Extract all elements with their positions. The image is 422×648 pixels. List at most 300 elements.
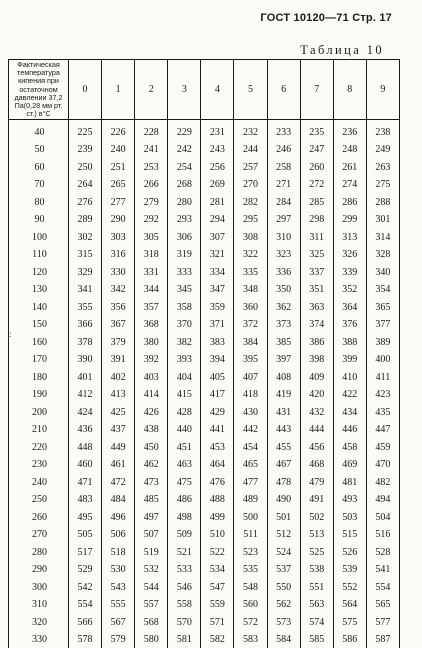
table-row: [9, 211, 400, 229]
value-cell: 362: [267, 298, 300, 316]
value-cell: 572: [234, 613, 267, 631]
temperature-cell: 320: [9, 613, 69, 631]
temperature-cell: 200: [9, 403, 69, 421]
temperature-cell: 250: [9, 491, 69, 509]
value-cell: 370: [168, 316, 201, 334]
value-cell: 410: [333, 368, 366, 386]
value-cell: 394: [201, 351, 234, 369]
table-row: [9, 176, 400, 194]
table-row: [9, 316, 400, 334]
value-cell: 429: [201, 403, 234, 421]
value-cell: 490: [267, 491, 300, 509]
value-cell: 523: [234, 543, 267, 561]
value-cell: 286: [333, 193, 366, 211]
temperature-column-header: Фактическая температура кипения при остаточном давлении 37,2 Па(0,28 мм рт. ст.) в°С: [9, 60, 69, 120]
value-cell: 506: [102, 526, 135, 544]
value-cell: 306: [168, 228, 201, 246]
value-cell: 585: [300, 631, 333, 648]
page-header: ГОСТ 10120—71 Стр. 17: [260, 12, 392, 24]
value-cell: 546: [168, 578, 201, 596]
value-cell: 371: [201, 316, 234, 334]
temperature-cell: 180: [9, 368, 69, 386]
value-cell: 335: [234, 263, 267, 281]
table-row: [9, 281, 400, 299]
value-cell: 524: [267, 543, 300, 561]
value-cell: 347: [201, 281, 234, 299]
value-cell: 344: [135, 281, 168, 299]
value-cell: 355: [69, 298, 102, 316]
value-cell: 503: [333, 508, 366, 526]
value-cell: 392: [135, 351, 168, 369]
value-cell: 239: [69, 141, 102, 159]
value-cell: 233: [267, 120, 300, 141]
value-cell: 395: [234, 351, 267, 369]
temperature-cell: 220: [9, 438, 69, 456]
value-cell: 530: [102, 561, 135, 579]
value-cell: 382: [168, 333, 201, 351]
value-cell: 511: [234, 526, 267, 544]
temperature-cell: 290: [9, 561, 69, 579]
value-cell: 315: [69, 246, 102, 264]
value-cell: 240: [102, 141, 135, 159]
value-cell: 481: [333, 473, 366, 491]
value-cell: 423: [366, 386, 399, 404]
value-cell: 440: [168, 421, 201, 439]
value-cell: 437: [102, 421, 135, 439]
value-cell: 458: [333, 438, 366, 456]
value-cell: 544: [135, 578, 168, 596]
temperature-cell: 60: [9, 158, 69, 176]
value-cell: 319: [168, 246, 201, 264]
value-cell: 560: [234, 596, 267, 614]
value-cell: 325: [300, 246, 333, 264]
value-cell: 373: [267, 316, 300, 334]
value-cell: 449: [102, 438, 135, 456]
value-cell: 460: [69, 456, 102, 474]
digit-column-header: 6: [267, 60, 300, 120]
value-cell: 249: [366, 141, 399, 159]
value-cell: 411: [366, 368, 399, 386]
table-row: [9, 596, 400, 614]
value-cell: 571: [201, 613, 234, 631]
value-cell: 435: [366, 403, 399, 421]
value-cell: 542: [69, 578, 102, 596]
table-row: [9, 120, 400, 141]
value-cell: 509: [168, 526, 201, 544]
value-cell: 485: [135, 491, 168, 509]
value-cell: 479: [300, 473, 333, 491]
value-cell: 491: [300, 491, 333, 509]
temperature-cell: 310: [9, 596, 69, 614]
value-cell: 400: [366, 351, 399, 369]
value-cell: 299: [333, 211, 366, 229]
value-cell: 290: [102, 211, 135, 229]
value-cell: 500: [234, 508, 267, 526]
value-cell: 372: [234, 316, 267, 334]
value-cell: 236: [333, 120, 366, 141]
value-cell: 402: [102, 368, 135, 386]
value-cell: 430: [234, 403, 267, 421]
value-cell: 547: [201, 578, 234, 596]
value-cell: 554: [366, 578, 399, 596]
value-cell: 282: [234, 193, 267, 211]
value-cell: 562: [267, 596, 300, 614]
table-row: [9, 368, 400, 386]
value-cell: 293: [168, 211, 201, 229]
value-cell: 567: [102, 613, 135, 631]
value-cell: 311: [300, 228, 333, 246]
value-cell: 409: [300, 368, 333, 386]
digit-column-header: 4: [201, 60, 234, 120]
value-cell: 478: [267, 473, 300, 491]
value-cell: 516: [366, 526, 399, 544]
value-cell: 408: [267, 368, 300, 386]
value-cell: 461: [102, 456, 135, 474]
value-cell: 443: [267, 421, 300, 439]
value-cell: 582: [201, 631, 234, 648]
value-cell: 473: [135, 473, 168, 491]
value-cell: 261: [333, 158, 366, 176]
value-cell: 292: [135, 211, 168, 229]
value-cell: 377: [366, 316, 399, 334]
temperature-cell: 150: [9, 316, 69, 334]
value-cell: 419: [267, 386, 300, 404]
value-cell: 580: [135, 631, 168, 648]
value-cell: 456: [300, 438, 333, 456]
value-cell: 307: [201, 228, 234, 246]
margin-mark: :: [9, 329, 12, 339]
temperature-cell: 110: [9, 246, 69, 264]
value-cell: 294: [201, 211, 234, 229]
value-cell: 228: [135, 120, 168, 141]
table-row: [9, 508, 400, 526]
value-cell: 297: [267, 211, 300, 229]
value-cell: 331: [135, 263, 168, 281]
value-cell: 454: [234, 438, 267, 456]
temperature-cell: 90: [9, 211, 69, 229]
value-cell: 518: [102, 543, 135, 561]
value-cell: 463: [168, 456, 201, 474]
value-cell: 385: [267, 333, 300, 351]
value-cell: 337: [300, 263, 333, 281]
value-cell: 357: [135, 298, 168, 316]
value-cell: 573: [267, 613, 300, 631]
value-cell: 521: [168, 543, 201, 561]
value-cell: 310: [267, 228, 300, 246]
value-cell: 570: [168, 613, 201, 631]
value-cell: 528: [366, 543, 399, 561]
value-cell: 436: [69, 421, 102, 439]
value-cell: 368: [135, 316, 168, 334]
value-cell: 417: [201, 386, 234, 404]
value-cell: 374: [300, 316, 333, 334]
value-cell: 288: [366, 193, 399, 211]
value-cell: 442: [234, 421, 267, 439]
value-cell: 238: [366, 120, 399, 141]
temperature-cell: 240: [9, 473, 69, 491]
table-row: [9, 526, 400, 544]
value-cell: 418: [234, 386, 267, 404]
value-cell: 263: [366, 158, 399, 176]
value-cell: 376: [333, 316, 366, 334]
value-cell: 505: [69, 526, 102, 544]
value-cell: 284: [267, 193, 300, 211]
value-cell: 586: [333, 631, 366, 648]
value-cell: 551: [300, 578, 333, 596]
value-cell: 526: [333, 543, 366, 561]
value-cell: 351: [300, 281, 333, 299]
value-cell: 568: [135, 613, 168, 631]
value-cell: 565: [366, 596, 399, 614]
value-cell: 248: [333, 141, 366, 159]
value-cell: 229: [168, 120, 201, 141]
temperature-cell: 40: [9, 120, 69, 141]
value-cell: 305: [135, 228, 168, 246]
value-cell: 308: [234, 228, 267, 246]
value-cell: 389: [366, 333, 399, 351]
temperature-cell: 50: [9, 141, 69, 159]
value-cell: 522: [201, 543, 234, 561]
value-cell: 579: [102, 631, 135, 648]
value-cell: 564: [333, 596, 366, 614]
value-cell: 587: [366, 631, 399, 648]
value-cell: 529: [69, 561, 102, 579]
value-cell: 388: [333, 333, 366, 351]
value-cell: 558: [168, 596, 201, 614]
value-cell: 358: [168, 298, 201, 316]
table-row: [9, 421, 400, 439]
value-cell: 555: [102, 596, 135, 614]
table-row: [9, 491, 400, 509]
value-cell: 470: [366, 456, 399, 474]
value-cell: 559: [201, 596, 234, 614]
value-cell: 472: [102, 473, 135, 491]
value-cell: 391: [102, 351, 135, 369]
value-cell: 475: [168, 473, 201, 491]
value-cell: 251: [102, 158, 135, 176]
value-cell: 482: [366, 473, 399, 491]
value-cell: 407: [234, 368, 267, 386]
value-cell: 534: [201, 561, 234, 579]
value-cell: 434: [333, 403, 366, 421]
value-cell: 334: [201, 263, 234, 281]
value-cell: 266: [135, 176, 168, 194]
table-row: [9, 438, 400, 456]
value-cell: 499: [201, 508, 234, 526]
value-cell: 348: [234, 281, 267, 299]
temperature-table: [8, 59, 400, 648]
temperature-cell: 80: [9, 193, 69, 211]
value-cell: 253: [135, 158, 168, 176]
value-cell: 260: [300, 158, 333, 176]
value-cell: 486: [168, 491, 201, 509]
value-cell: 543: [102, 578, 135, 596]
digit-column-header: 1: [102, 60, 135, 120]
table-row: [9, 228, 400, 246]
value-cell: 258: [267, 158, 300, 176]
value-cell: 316: [102, 246, 135, 264]
value-cell: 414: [135, 386, 168, 404]
value-cell: 495: [69, 508, 102, 526]
value-cell: 512: [267, 526, 300, 544]
value-cell: 363: [300, 298, 333, 316]
table-caption: Таблица 10: [300, 43, 384, 57]
value-cell: 270: [234, 176, 267, 194]
value-cell: 243: [201, 141, 234, 159]
value-cell: 447: [366, 421, 399, 439]
value-cell: 464: [201, 456, 234, 474]
value-cell: 444: [300, 421, 333, 439]
digit-column-header: 9: [366, 60, 399, 120]
value-cell: 318: [135, 246, 168, 264]
table-row: [9, 473, 400, 491]
value-cell: 281: [201, 193, 234, 211]
value-cell: 340: [366, 263, 399, 281]
value-cell: 459: [366, 438, 399, 456]
value-cell: 510: [201, 526, 234, 544]
temperature-cell: 230: [9, 456, 69, 474]
value-cell: 489: [234, 491, 267, 509]
value-cell: 285: [300, 193, 333, 211]
value-cell: 541: [366, 561, 399, 579]
value-cell: 359: [201, 298, 234, 316]
value-cell: 298: [300, 211, 333, 229]
value-cell: 446: [333, 421, 366, 439]
value-cell: 548: [234, 578, 267, 596]
table-row: [9, 578, 400, 596]
value-cell: 471: [69, 473, 102, 491]
value-cell: 339: [333, 263, 366, 281]
value-cell: 566: [69, 613, 102, 631]
value-cell: 422: [333, 386, 366, 404]
digit-column-header: 3: [168, 60, 201, 120]
value-cell: 350: [267, 281, 300, 299]
value-cell: 476: [201, 473, 234, 491]
value-cell: 584: [267, 631, 300, 648]
value-cell: 322: [234, 246, 267, 264]
value-cell: 241: [135, 141, 168, 159]
temperature-cell: 120: [9, 263, 69, 281]
table-row: [9, 298, 400, 316]
value-cell: 345: [168, 281, 201, 299]
value-cell: 537: [267, 561, 300, 579]
value-cell: 279: [135, 193, 168, 211]
value-cell: 330: [102, 263, 135, 281]
value-cell: 550: [267, 578, 300, 596]
table-row: [9, 263, 400, 281]
value-cell: 301: [366, 211, 399, 229]
value-cell: 272: [300, 176, 333, 194]
value-cell: 321: [201, 246, 234, 264]
value-cell: 554: [69, 596, 102, 614]
value-cell: 532: [135, 561, 168, 579]
value-cell: 483: [69, 491, 102, 509]
value-cell: 354: [366, 281, 399, 299]
value-cell: 468: [300, 456, 333, 474]
temperature-cell: 210: [9, 421, 69, 439]
value-cell: 465: [234, 456, 267, 474]
temperature-cell: 100: [9, 228, 69, 246]
value-cell: 226: [102, 120, 135, 141]
value-cell: 412: [69, 386, 102, 404]
value-cell: 420: [300, 386, 333, 404]
table-row: [9, 403, 400, 421]
value-cell: 517: [69, 543, 102, 561]
value-cell: 289: [69, 211, 102, 229]
value-cell: 502: [300, 508, 333, 526]
temperature-cell: 260: [9, 508, 69, 526]
value-cell: 557: [135, 596, 168, 614]
table-row: [9, 631, 400, 648]
temperature-cell: 330: [9, 631, 69, 648]
value-cell: 494: [366, 491, 399, 509]
value-cell: 484: [102, 491, 135, 509]
value-cell: 269: [201, 176, 234, 194]
value-cell: 314: [366, 228, 399, 246]
temperature-cell: 280: [9, 543, 69, 561]
value-cell: 352: [333, 281, 366, 299]
value-cell: 367: [102, 316, 135, 334]
temperature-cell: 70: [9, 176, 69, 194]
value-cell: 378: [69, 333, 102, 351]
value-cell: 496: [102, 508, 135, 526]
table-body: [9, 120, 400, 648]
temperature-cell: 190: [9, 386, 69, 404]
value-cell: 432: [300, 403, 333, 421]
value-cell: 280: [168, 193, 201, 211]
value-cell: 398: [300, 351, 333, 369]
value-cell: 295: [234, 211, 267, 229]
value-cell: 276: [69, 193, 102, 211]
value-cell: 356: [102, 298, 135, 316]
value-cell: 515: [333, 526, 366, 544]
value-cell: 513: [300, 526, 333, 544]
value-cell: 247: [300, 141, 333, 159]
temperature-cell: 140: [9, 298, 69, 316]
temperature-cell: 130: [9, 281, 69, 299]
value-cell: 366: [69, 316, 102, 334]
digit-column-header: 0: [69, 60, 102, 120]
value-cell: 256: [201, 158, 234, 176]
value-cell: 232: [234, 120, 267, 141]
value-cell: 384: [234, 333, 267, 351]
value-cell: 277: [102, 193, 135, 211]
value-cell: 328: [366, 246, 399, 264]
value-cell: 538: [300, 561, 333, 579]
table-row: [9, 543, 400, 561]
value-cell: 265: [102, 176, 135, 194]
table-row: [9, 193, 400, 211]
value-cell: 438: [135, 421, 168, 439]
value-cell: 426: [135, 403, 168, 421]
value-cell: 533: [168, 561, 201, 579]
temperature-cell: 160: [9, 333, 69, 351]
value-cell: 415: [168, 386, 201, 404]
value-cell: 271: [267, 176, 300, 194]
value-cell: 302: [69, 228, 102, 246]
value-cell: 451: [168, 438, 201, 456]
value-cell: 583: [234, 631, 267, 648]
value-cell: 225: [69, 120, 102, 141]
value-cell: 507: [135, 526, 168, 544]
value-cell: 519: [135, 543, 168, 561]
value-cell: 450: [135, 438, 168, 456]
temperature-cell: 270: [9, 526, 69, 544]
value-cell: 539: [333, 561, 366, 579]
value-cell: 390: [69, 351, 102, 369]
value-cell: 403: [135, 368, 168, 386]
value-cell: 563: [300, 596, 333, 614]
